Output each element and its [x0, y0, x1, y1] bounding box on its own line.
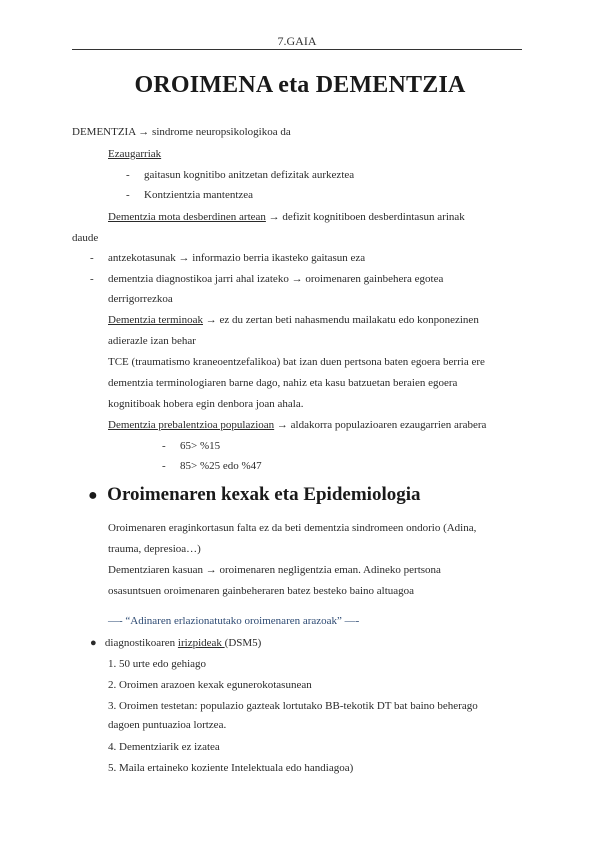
- list-item: - Kontzientzia mantentzea: [126, 189, 254, 201]
- tce-line: dementzia terminologiaren barne dago, nahiz eta kasu batzuetan beraien egoera: [108, 377, 458, 389]
- list-item: - 65> %15: [162, 440, 221, 452]
- criterion-line: 2. Oroimen arazoen kexak egunerokotasunean: [108, 679, 312, 691]
- criterion-line: 4. Dementziarik ez izatea: [108, 741, 220, 753]
- tce-line: kognitiboak hobera egin denbora joan ahala.: [108, 398, 304, 410]
- criterion-line: 1. 50 urte edo gehiago: [108, 658, 207, 670]
- quote-line: —- “Adinaren erlazionatutako oroimenaren arazoak” —-: [108, 615, 360, 627]
- list-item: - dementzia diagnostikoa jarri ahal izateko → oroimenaren gainbehera egotea: [90, 273, 444, 285]
- section-heading: ● Oroimenaren kexak eta Epidemiologia: [88, 484, 421, 505]
- list-item: - antzekotasunak → informazio berria ikasteko gaitasun eza: [90, 252, 366, 264]
- paragraph-line: trauma, depresioa…): [108, 543, 201, 555]
- diagnostic-line: ● diagnostikoaren irizpideak (DSM5): [90, 637, 262, 649]
- page-header: 7.GAIA: [72, 33, 522, 50]
- page-title: OROIMENA eta DEMENTZIA: [134, 72, 466, 98]
- definition-line: DEMENTZIA → sindrome neuropsikologikoa da: [72, 126, 291, 138]
- bullet-icon: ●: [90, 637, 97, 649]
- paragraph-line: osasuntsuen oroimenaren gainbeheraren batez besteko baino altuagoa: [108, 585, 415, 597]
- motak-continuation: daude: [72, 232, 99, 244]
- tce-line: TCE (traumatismo kraneoentzefalikoa) bat izan duen pertsona baten egoera berria ere: [108, 356, 485, 368]
- list-item-continuation: derrigorrezkoa: [108, 293, 173, 305]
- motak-line: Dementzia mota desberdinen artean → defizit kognitiboen desberdintasun arinak: [108, 211, 465, 223]
- paragraph-line: Dementziaren kasuan → oroimenaren negligentzia eman. Adineko pertsona: [108, 564, 441, 576]
- paragraph-line: Oroimenaren eraginkortasun falta ez da beti dementzia sindromeen ondorio (Adina,: [108, 522, 477, 534]
- list-item: - gaitasun kognitibo anitzetan defizitak aurkeztea: [126, 169, 355, 181]
- criterion-line: dagoen puntuazioa lortzea.: [108, 719, 227, 731]
- criterion-line: 5. Maila ertaineko koziente Intelektuala edo handiagoa): [108, 762, 354, 774]
- terminoak-line2: adierazle izan behar: [108, 335, 196, 347]
- bullet-icon: ●: [88, 487, 98, 504]
- prebalentzia-line: Dementzia prebalentzioa populazioan → aldakorra populazioaren ezaugarrien arabera: [108, 419, 487, 431]
- ezaugarriak-heading: Ezaugarriak: [108, 148, 162, 160]
- list-item: - 85> %25 edo %47: [162, 460, 262, 472]
- criterion-line: 3. Oroimen testetan: populazio gazteak lortutako BB-tekotik DT bat baino beherago: [108, 700, 478, 712]
- terminoak-line: Dementzia terminoak → ez du zertan beti nahasmendu mailakatu edo konponezinen: [108, 314, 479, 326]
